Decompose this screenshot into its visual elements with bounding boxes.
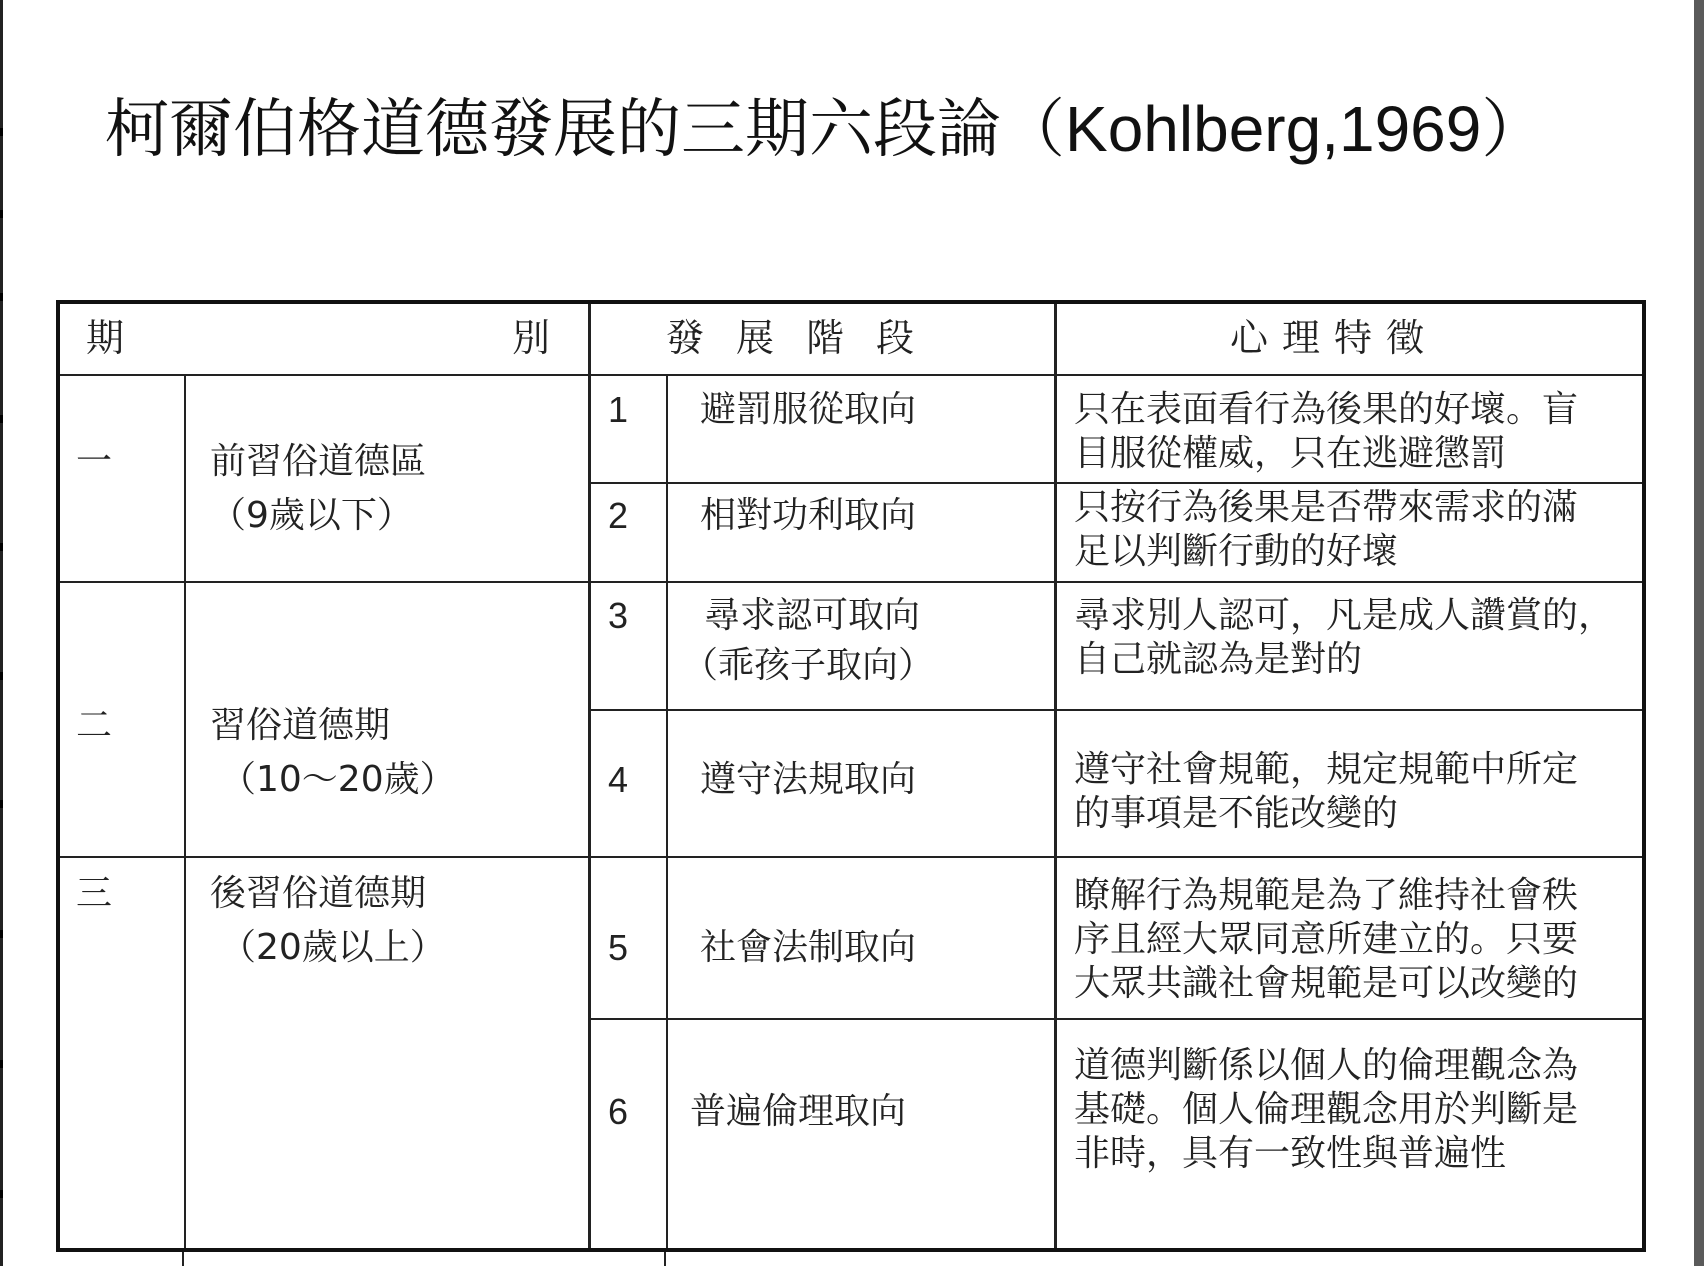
stage-name: 相對功利取向 <box>700 495 917 536</box>
slide-right-edge <box>1694 0 1704 1266</box>
period-number: 二 <box>76 705 113 746</box>
header-period-left: 期 <box>86 316 125 360</box>
period-age: （20歲以上） <box>220 927 446 968</box>
header-stage: 發展階段 <box>666 316 947 360</box>
stage-name-alt: （乖孩子取向） <box>682 645 935 686</box>
period-number: 一 <box>76 441 113 482</box>
stage-trait-line: 非時，具有一致性與普遍性 <box>1074 1133 1507 1174</box>
stage-trait-line: 的事項是不能改變的 <box>1074 793 1399 834</box>
kohlberg-table <box>56 300 1646 1252</box>
title-cjk: 柯爾伯格道德發展的三期六段論（ <box>105 93 1065 167</box>
period-name: 後習俗道德期 <box>210 873 427 914</box>
stage-number: 1 <box>608 389 629 430</box>
stage-name: 尋求認可取向 <box>704 595 921 636</box>
edge-tick <box>0 672 3 680</box>
row-divider <box>60 374 1642 376</box>
col-divider <box>588 304 591 1248</box>
stage-number: 5 <box>608 927 629 968</box>
period-name: 習俗道德期 <box>210 705 391 746</box>
stage-trait-line: 自己就認為是對的 <box>1074 639 1363 680</box>
stage-trait-line: 瞭解行為規範是為了維持社會秩 <box>1074 875 1579 916</box>
col-divider-overflow <box>182 1252 184 1266</box>
edge-tick <box>0 1190 3 1198</box>
period-name: 前習俗道德區 <box>210 441 427 482</box>
period-number: 三 <box>76 873 113 914</box>
header-traits: 心理特徵 <box>1230 316 1439 360</box>
stage-trait-line: 只按行為後果是否帶來需求的滿 <box>1074 487 1579 528</box>
title-close: ） <box>1481 93 1546 167</box>
stage-name: 遵守法規取向 <box>700 759 917 800</box>
edge-tick <box>0 293 3 301</box>
edge-tick <box>0 543 3 551</box>
row-divider <box>60 856 1642 858</box>
stage-number: 2 <box>608 495 629 536</box>
stage-name: 普遍倫理取向 <box>690 1091 907 1132</box>
edge-tick <box>0 800 3 808</box>
stage-trait-line: 遵守社會規範，規定規範中所定 <box>1074 749 1579 790</box>
stage-trait-line: 道德判斷係以個人的倫理觀念為 <box>1074 1045 1579 1086</box>
period-age: （10～20歲） <box>220 759 456 800</box>
row-divider <box>588 1018 1642 1020</box>
stage-trait-line: 序且經大眾同意所建立的。只要 <box>1074 919 1579 960</box>
edge-tick <box>0 415 3 423</box>
stage-name: 避罰服從取向 <box>700 389 917 430</box>
page-title <box>105 78 1605 170</box>
stage-name: 社會法制取向 <box>700 927 917 968</box>
stage-trait-line: 尋求別人認可，凡是成人讚賞的， <box>1074 595 1615 636</box>
col-divider <box>184 374 186 1248</box>
edge-tick <box>0 128 3 136</box>
slide-left-edge <box>0 0 3 1266</box>
edge-tick <box>0 210 3 218</box>
title-latin: Kohlberg,1969 <box>1065 93 1482 165</box>
row-divider <box>588 482 1642 484</box>
col-divider-overflow <box>664 1252 666 1266</box>
col-divider <box>1054 304 1057 1248</box>
row-divider <box>588 709 1642 711</box>
row-divider <box>60 581 1642 583</box>
stage-trait-line: 大眾共識社會規範是可以改變的 <box>1074 963 1579 1004</box>
stage-trait-line: 目服從權威，只在逃避懲罰 <box>1074 433 1507 474</box>
edge-tick <box>0 930 3 938</box>
stage-trait-line: 基礎。個人倫理觀念用於判斷是 <box>1074 1089 1579 1130</box>
stage-number: 4 <box>608 759 629 800</box>
edge-tick <box>0 1060 3 1068</box>
stage-number: 6 <box>608 1091 629 1132</box>
stage-trait-line: 只在表面看行為後果的好壞。盲 <box>1074 389 1579 430</box>
stage-trait-line: 足以判斷行動的好壞 <box>1074 531 1399 572</box>
stage-number: 3 <box>608 595 629 636</box>
header-period-right: 別 <box>512 316 551 360</box>
col-divider <box>666 374 668 1248</box>
period-age: （9歲以下） <box>210 495 413 536</box>
